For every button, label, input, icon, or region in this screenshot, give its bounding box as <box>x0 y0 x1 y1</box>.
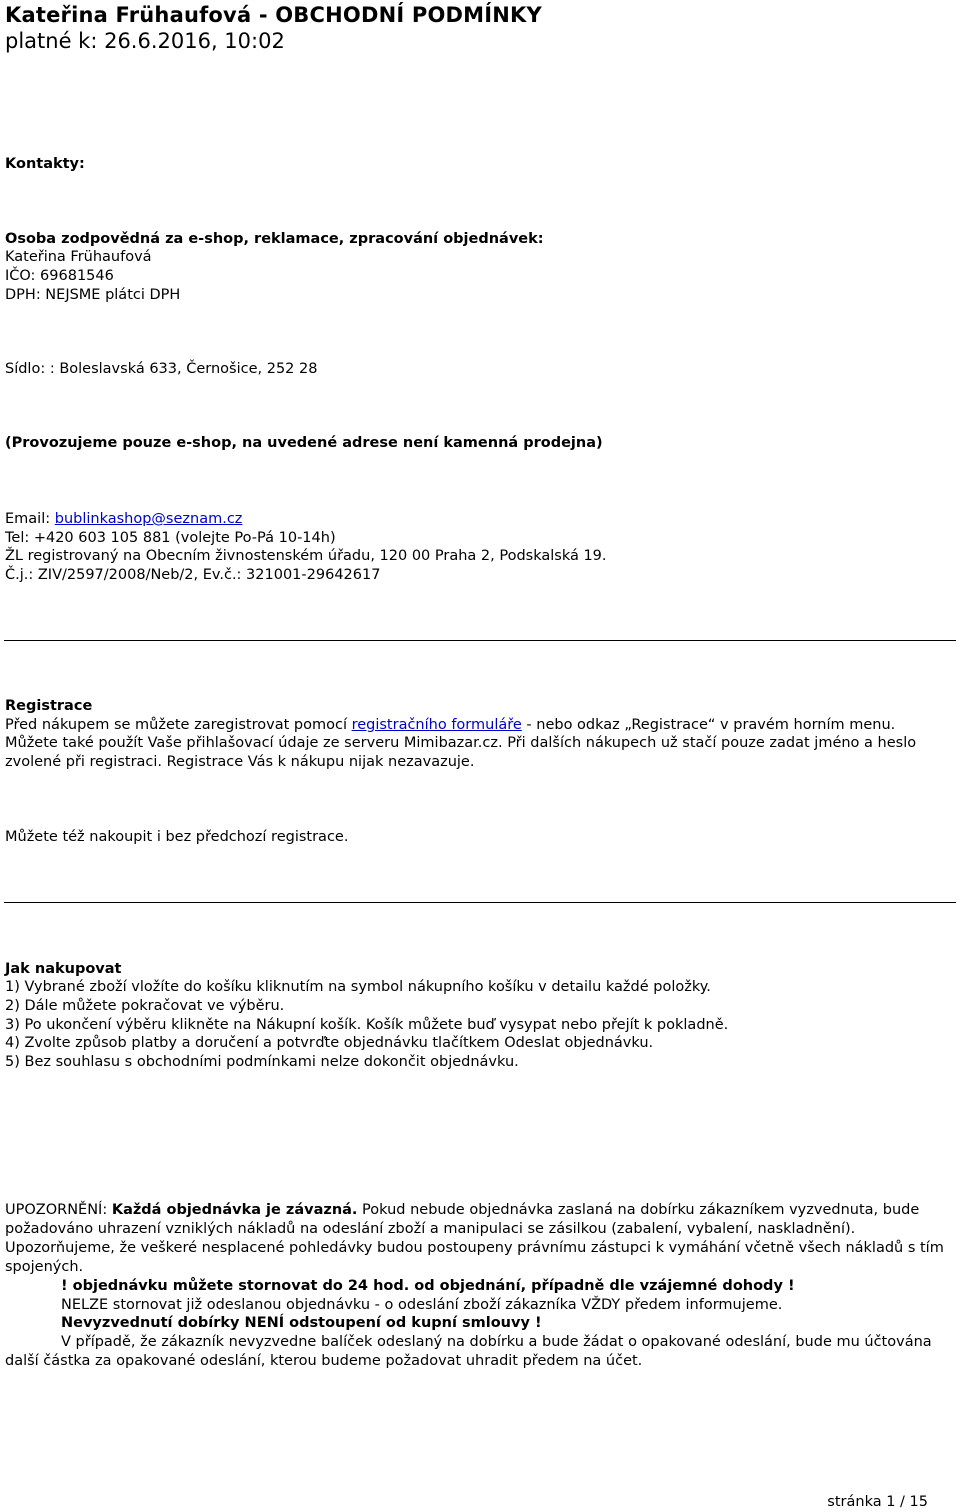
document-date: platné k: 26.6.2016, 10:02 <box>5 29 285 53</box>
responsible-heading: Osoba zodpovědná za e-shop, reklamace, zpracování objednávek: <box>5 231 544 247</box>
nevyzvednuti-notice: Nevyzvednutí dobírky NENÍ odstoupení od kupní smlouvy ! <box>61 1315 542 1331</box>
registration-form-link[interactable]: registračního formuláře <box>351 717 522 733</box>
zl-line: ŽL registrovaný na Obecním živnostenském úřadu, 120 00 Praha 2, Podskalská 19. <box>5 548 607 564</box>
registration-paragraph-3: Můžete též nakoupit i bez předchozí registrace. <box>5 829 349 845</box>
repeat-shipping-notice: V případě, že zákazník nevyzvedne balíček odeslaný na dobírku a bude žádat o opakované odeslání, bude mu účtována další částka za opakované odeslání, kterou budeme požadovat uhradit předem na účet. <box>5 1334 932 1369</box>
registration-paragraph-1 <box>5 716 895 735</box>
howto-heading: Jak nakupovat <box>5 961 122 977</box>
email-label: Email: <box>5 511 55 527</box>
dph: DPH: NEJSME plátci DPH <box>5 287 181 303</box>
warning-paragraph <box>5 1201 955 1239</box>
registration-heading: Registrace <box>5 698 93 714</box>
owner-name: Kateřina Frühaufová <box>5 249 152 265</box>
cancel-notice: ! objednávku můžete stornovat do 24 hod. od objednání, případně dle vzájemné dohody ! <box>61 1278 795 1294</box>
howto-step: 5) Bez souhlasu s obchodními podmínkami nelze dokončit objednávku. <box>5 1054 519 1070</box>
divider <box>4 640 956 641</box>
cj-line: Č.j.: ZIV/2597/2008/Neb/2, Ev.č.: 321001-29642617 <box>5 567 381 583</box>
warning-label: UPOZORNĚNÍ: <box>5 1202 112 1218</box>
ico: IČO: 69681546 <box>5 268 114 284</box>
howto-step: 3) Po ukončení výběru klikněte na Nákupní košík. Košík můžete buď vysypat nebo přejít k pokladně. <box>5 1017 729 1033</box>
document-title: Kateřina Frühaufová - OBCHODNÍ PODMÍNKY <box>5 3 542 27</box>
contacts-heading: Kontakty: <box>5 156 85 172</box>
howto-step: 1) Vybrané zboží vložíte do košíku kliknutím na symbol nákupního košíku v detailu každé položky. <box>5 979 711 995</box>
email-link[interactable]: bublinkashop@seznam.cz <box>54 511 243 527</box>
warning-text: Pokud nebude objednávka zaslaná na dobírku zákazníkem vyzvednuta, bude požadováno uhrazení vzniklých nákladů na odeslání zboží a manipulaci se zásilkou (zabalení, vybalení, naskladnění). <box>5 1202 920 1237</box>
seat-address: Sídlo: : Boleslavská 633, Černošice, 252 28 <box>5 361 318 377</box>
nelze-notice: NELZE stornovat již odeslanou objednávku - o odeslání zboží zákazníka VŽDY předem informujeme. <box>61 1297 783 1313</box>
warning-bold: Každá objednávka je závazná. <box>111 1202 358 1218</box>
debt-notice: Upozorňujeme, že veškeré nesplacené pohledávky budou postoupeny právnímu zástupci k vymáhání včetně všech nákladů s tím spojených. <box>5 1240 944 1275</box>
email-line <box>5 510 242 529</box>
divider <box>4 902 956 903</box>
howto-step: 4) Zvolte způsob platby a doručení a potvrďte objednávku tlačítkem Odeslat objednávku. <box>5 1035 654 1051</box>
eshop-note: (Provozujeme pouze e-shop, na uvedené adrese není kamenná prodejna) <box>5 435 603 451</box>
registration-text-after: - nebo odkaz „Registrace“ v pravém horním menu. <box>521 717 896 733</box>
tel-line: Tel: +420 603 105 881 (volejte Po-Pá 10-14h) <box>5 530 336 546</box>
registration-paragraph-2: Můžete také použít Vaše přihlašovací údaje ze serveru Mimibazar.cz. Při dalších nákupech už stačí pouze zadat jméno a heslo zvolené při registraci. Registrace Vás k nákupu nijak nezavazuje. <box>5 735 917 770</box>
page-number: stránka 1 / 15 <box>827 1494 928 1510</box>
howto-step: 2) Dále můžete pokračovat ve výběru. <box>5 998 285 1014</box>
registration-text-before: Před nákupem se můžete zaregistrovat pomocí <box>5 717 352 733</box>
